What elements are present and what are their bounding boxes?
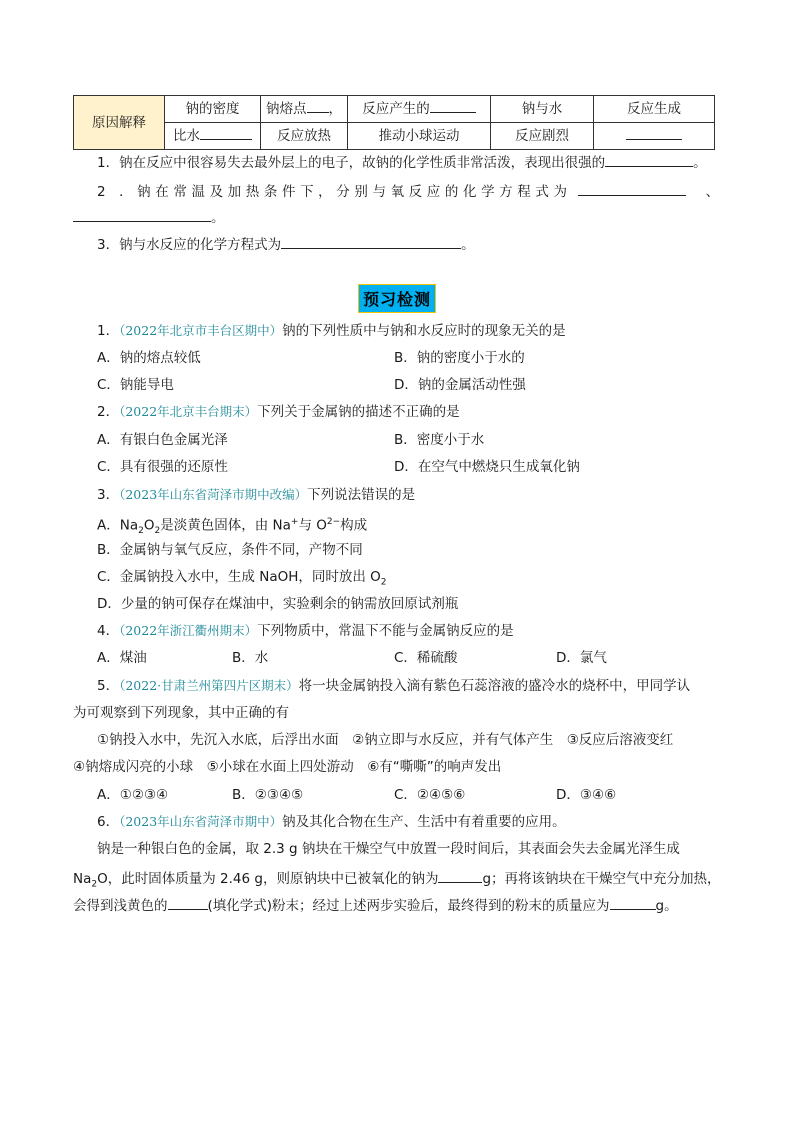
option-text: O <box>143 517 155 534</box>
table-cell <box>594 123 715 150</box>
question-stem: 钠及其化合物在生产、生活中有着重要的应用。 <box>282 814 566 830</box>
option-a[interactable] <box>97 513 367 540</box>
question-1 <box>97 322 566 340</box>
cell-text: 钠与水 <box>521 101 563 117</box>
para-text: g。 <box>655 898 678 914</box>
option-d[interactable]: D．少量的钠可保存在煤油中，实验剩余的钠需放回原试剂瓶 <box>97 596 459 612</box>
option-c[interactable]: C．②④⑤⑥ <box>394 787 466 803</box>
section-title-wrap <box>358 284 436 313</box>
question-number: 3． <box>97 487 120 503</box>
table-cell: 反应剧烈 <box>491 123 594 150</box>
option-text: 是淡黄色固体，由 Na <box>160 517 291 534</box>
question-5 <box>97 677 690 695</box>
answer-blank[interactable] <box>307 97 329 113</box>
cell-text: 反应产生的 <box>362 101 430 117</box>
table-cell <box>348 96 491 123</box>
table-cell <box>165 96 261 123</box>
para-text: O，此时固体质量为 2.46 g，则原钠块中已被氧化的钠为 <box>97 871 439 887</box>
question-number: 1． <box>97 323 120 339</box>
question-6 <box>97 813 566 831</box>
option-a[interactable]: A．钠的熔点较低 <box>97 350 201 366</box>
note-text: 3．钠与水反应的化学方程式为 <box>97 237 282 253</box>
option-b[interactable]: B．钠的密度小于水的 <box>394 350 525 366</box>
question-stem: 下列物质中，常温下不能与金属钠反应的是 <box>257 623 514 639</box>
cell-text: 钠的密度 <box>185 101 240 117</box>
question-stem: 下列说法错误的是 <box>307 487 416 503</box>
table-cell: 推动小球运动 <box>348 123 491 150</box>
answer-blank[interactable] <box>610 894 656 910</box>
cell-text: 比水 <box>173 128 200 144</box>
table-cell: 反应放热 <box>261 123 348 150</box>
para-text: 会得到浅黄色的 <box>73 898 168 914</box>
para-text: Na <box>73 871 92 887</box>
note-text: 、 <box>705 184 724 200</box>
note-2-cont <box>73 206 225 227</box>
subscript: 2 <box>154 526 161 537</box>
option-c[interactable]: C．具有很强的还原性 <box>97 459 228 475</box>
answer-blank[interactable] <box>281 233 461 249</box>
option-d[interactable]: D．钠的金属活动性强 <box>394 377 526 393</box>
note-text: 。 <box>693 155 707 171</box>
option-c[interactable]: C．稀硫酸 <box>394 650 458 666</box>
note-text: 1．钠在反应中很容易失去最外层上的电子，故钠的化学性质非常活泼，表现出很强的 <box>97 155 606 171</box>
option-b[interactable]: B．金属钠与氧气反应，条件不同，产物不同 <box>97 542 363 558</box>
question-6-paragraph <box>73 894 678 915</box>
note-text: 2 ．钠在常温及加热条件下，分别与氧反应的化学方程式为 <box>97 184 572 200</box>
answer-blank[interactable] <box>578 180 686 196</box>
question-6-paragraph: 钠是一种银白色的金属，取 2.3 g 钠块在干燥空气中放置一段时间后，其表面会失去金属光泽生成 <box>97 841 680 857</box>
cell-text: 钠熔点 <box>266 101 307 117</box>
question-2 <box>97 403 460 421</box>
subscript: 2 <box>91 879 98 890</box>
note-2 <box>97 180 724 201</box>
subscript: 2 <box>380 577 387 588</box>
option-text: C．金属钠投入水中，生成 NaOH，同时放出 O <box>97 569 381 585</box>
answer-blank[interactable] <box>73 206 211 222</box>
table-cell <box>165 123 261 150</box>
option-b[interactable]: B．水 <box>232 650 269 666</box>
question-source: （2023年山东省菏泽市期中改编） <box>119 487 308 502</box>
question-source: （2022年北京市丰台区期中） <box>119 323 283 338</box>
answer-blank[interactable] <box>438 867 482 883</box>
option-c[interactable]: C．钠能导电 <box>97 377 174 393</box>
question-number: 5． <box>97 678 120 694</box>
section-title: 预习检测 <box>358 284 436 313</box>
option-text: 与 O <box>298 517 327 534</box>
reason-table <box>73 95 715 150</box>
question-source: （2022年浙江衢州期末） <box>119 623 258 638</box>
question-5-items: ④钠熔成闪亮的小球 ⑤小球在水面上四处游动 ⑥有“嘶嘶”的响声发出 <box>73 759 502 775</box>
answer-blank[interactable] <box>200 124 252 140</box>
option-b[interactable]: B．②③④⑤ <box>232 787 304 803</box>
cell-text: 反应生成 <box>627 101 681 117</box>
note-3 <box>97 233 475 254</box>
cell-text: ， <box>328 101 342 117</box>
superscript: + <box>290 517 299 527</box>
table-header-cell: 原因解释 <box>74 96 165 150</box>
question-source: （2023年山东省菏泽市期中） <box>119 814 283 829</box>
option-a[interactable]: A．①②③④ <box>97 787 169 803</box>
question-stem: 下列关于金属钠的描述不正确的是 <box>257 404 460 420</box>
option-d[interactable]: D．③④⑥ <box>556 787 617 803</box>
table-cell <box>594 96 715 123</box>
superscript: 2− <box>326 517 341 527</box>
answer-blank[interactable] <box>605 151 693 167</box>
answer-blank[interactable] <box>626 124 682 140</box>
question-3 <box>97 486 415 504</box>
option-d[interactable]: D．氯气 <box>556 650 607 666</box>
option-d[interactable]: D．在空气中燃烧只生成氧化钠 <box>394 459 580 475</box>
note-text: 。 <box>461 237 475 253</box>
question-source: （2022年北京丰台期末） <box>119 404 258 419</box>
question-5-cont: 为可观察到下列现象，其中正确的有 <box>73 705 289 721</box>
para-text: g；再将该钠块在干燥空气中充分加热， <box>482 871 721 887</box>
question-6-paragraph <box>73 867 721 894</box>
table-cell <box>261 96 348 123</box>
question-4 <box>97 622 514 640</box>
option-a[interactable]: A．煤油 <box>97 650 147 666</box>
option-b[interactable]: B．密度小于水 <box>394 432 485 448</box>
note-1 <box>97 151 707 172</box>
table-cell <box>491 96 594 123</box>
question-source: （2022·甘肃兰州第四片区期末） <box>119 678 299 693</box>
option-text: 构成 <box>340 517 368 534</box>
question-stem: 将一块金属钠投入滴有紫色石蕊溶液的盛冷水的烧杯中，甲同学认 <box>298 678 691 694</box>
question-number: 2． <box>97 404 120 420</box>
note-text: 。 <box>211 210 225 226</box>
question-5-items: ①钠投入水中，先沉入水底，后浮出水面 ②钠立即与水反应，并有气体产生 ③反应后溶液变红 <box>97 732 674 748</box>
question-number: 6． <box>97 814 120 830</box>
answer-blank[interactable] <box>168 894 208 910</box>
option-text: A．Na <box>97 517 139 534</box>
para-text: (填化学式)粉末；经过上述两步实验后，最终得到的粉末的质量应为 <box>207 898 610 914</box>
subscript: 2 <box>138 526 144 537</box>
option-a[interactable]: A．有银白色金属光泽 <box>97 432 228 448</box>
answer-blank[interactable] <box>430 97 476 113</box>
question-stem: 钠的下列性质中与钠和水反应时的现象无关的是 <box>282 323 566 339</box>
question-number: 4． <box>97 623 120 639</box>
option-c[interactable] <box>97 568 387 592</box>
